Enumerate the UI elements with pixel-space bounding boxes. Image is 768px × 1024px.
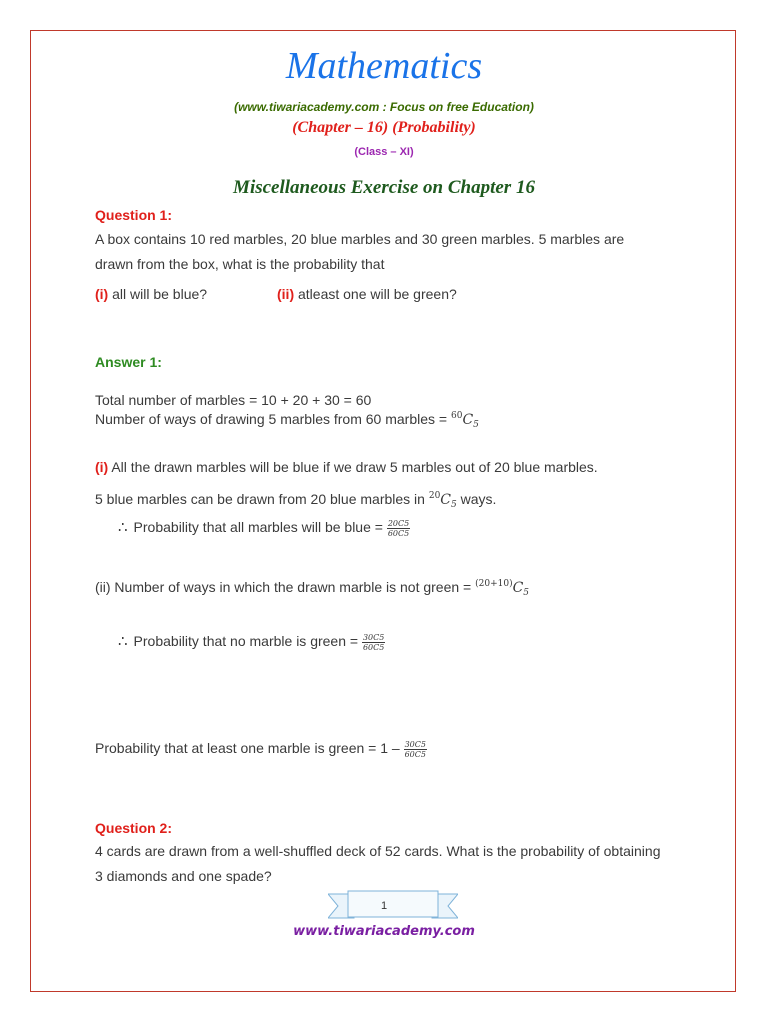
not-green-ways-line: (ii) Number of ways in which the drawn marble is not green = $^{(20+10)}C_5$: [95, 579, 530, 598]
question-1-part-ii: [277, 286, 457, 302]
page-title: Mathematics: [285, 45, 483, 87]
question-1-heading: Question 1:: [95, 207, 173, 223]
ways-text: Number of ways of drawing 5 marbles from 60 marbles =: [95, 411, 451, 427]
fraction-all-blue: $\frac{20C5}{60C5}$: [387, 518, 410, 538]
fraction-atleast-green: $\frac{30C5}{60C5}$: [404, 740, 426, 759]
question-1-part-i: [95, 286, 207, 302]
total-marbles-line: Total number of marbles = 10 + 20 + 30 = 60: [95, 392, 372, 408]
therefore-icon: ∴: [118, 519, 128, 536]
therefore-icon: ∴: [118, 633, 128, 650]
answer-1-heading: Answer 1:: [95, 354, 162, 370]
question-2-heading: Question 2:: [95, 820, 173, 836]
question-2-line-1: 4 cards are drawn from a well-shuffled deck of 52 cards. What is the probability of obtaining: [95, 843, 661, 859]
part-ii-text: atleast one will be green?: [294, 286, 457, 302]
answer-part-i-line: [95, 459, 598, 475]
ways-line: [95, 411, 479, 430]
ways-combination: $^{60}C_5$: [450, 411, 479, 430]
exercise-title: Miscellaneous Exercise on Chapter 16: [233, 177, 535, 198]
fraction-no-green: $\frac{30C5}{60C5}$: [362, 632, 385, 652]
not-green-combination: $^{(20+10)}C_5$: [475, 579, 530, 598]
prob-all-blue-line: ∴ Probability that all marbles will be blue = $\frac{20C5}{60C5}$: [118, 518, 410, 538]
page-number: 1: [380, 900, 388, 912]
blue-combination: $^{20}C_5$: [428, 491, 457, 510]
part-ii-label: (ii): [277, 286, 295, 302]
answer-part-i-text: All the drawn marbles will be blue if we draw 5 marbles out of 20 blue marbles.: [108, 459, 598, 475]
part-i-label: (i): [95, 286, 109, 302]
answer-part-i-label: (i): [95, 459, 109, 475]
blue-ways-line: 5 blue marbles can be drawn from 20 blue marbles in $^{20}C_5$ ways.: [95, 491, 497, 510]
class-label: (Class – XI): [354, 146, 414, 158]
prob-atleast-green-line: Probability that at least one marble is green = 1 – $\frac{30C5}{60C5}$: [95, 740, 426, 759]
prob-no-green-line: ∴ Probability that no marble is green = $\frac{30C5}{60C5}$: [118, 632, 385, 652]
question-1-line-1: A box contains 10 red marbles, 20 blue marbles and 30 green marbles. 5 marbles are: [95, 231, 625, 247]
chapter-heading: (Chapter – 16) (Probability): [292, 119, 476, 136]
part-i-text: all will be blue?: [108, 286, 208, 302]
question-1-line-2: drawn from the box, what is the probability that: [95, 256, 385, 272]
header-website: (www.tiwariacademy.com : Focus on free Education): [234, 100, 534, 114]
footer-website: www.tiwariacademy.com: [293, 924, 475, 939]
question-2-line-2: 3 diamonds and one spade?: [95, 868, 272, 884]
